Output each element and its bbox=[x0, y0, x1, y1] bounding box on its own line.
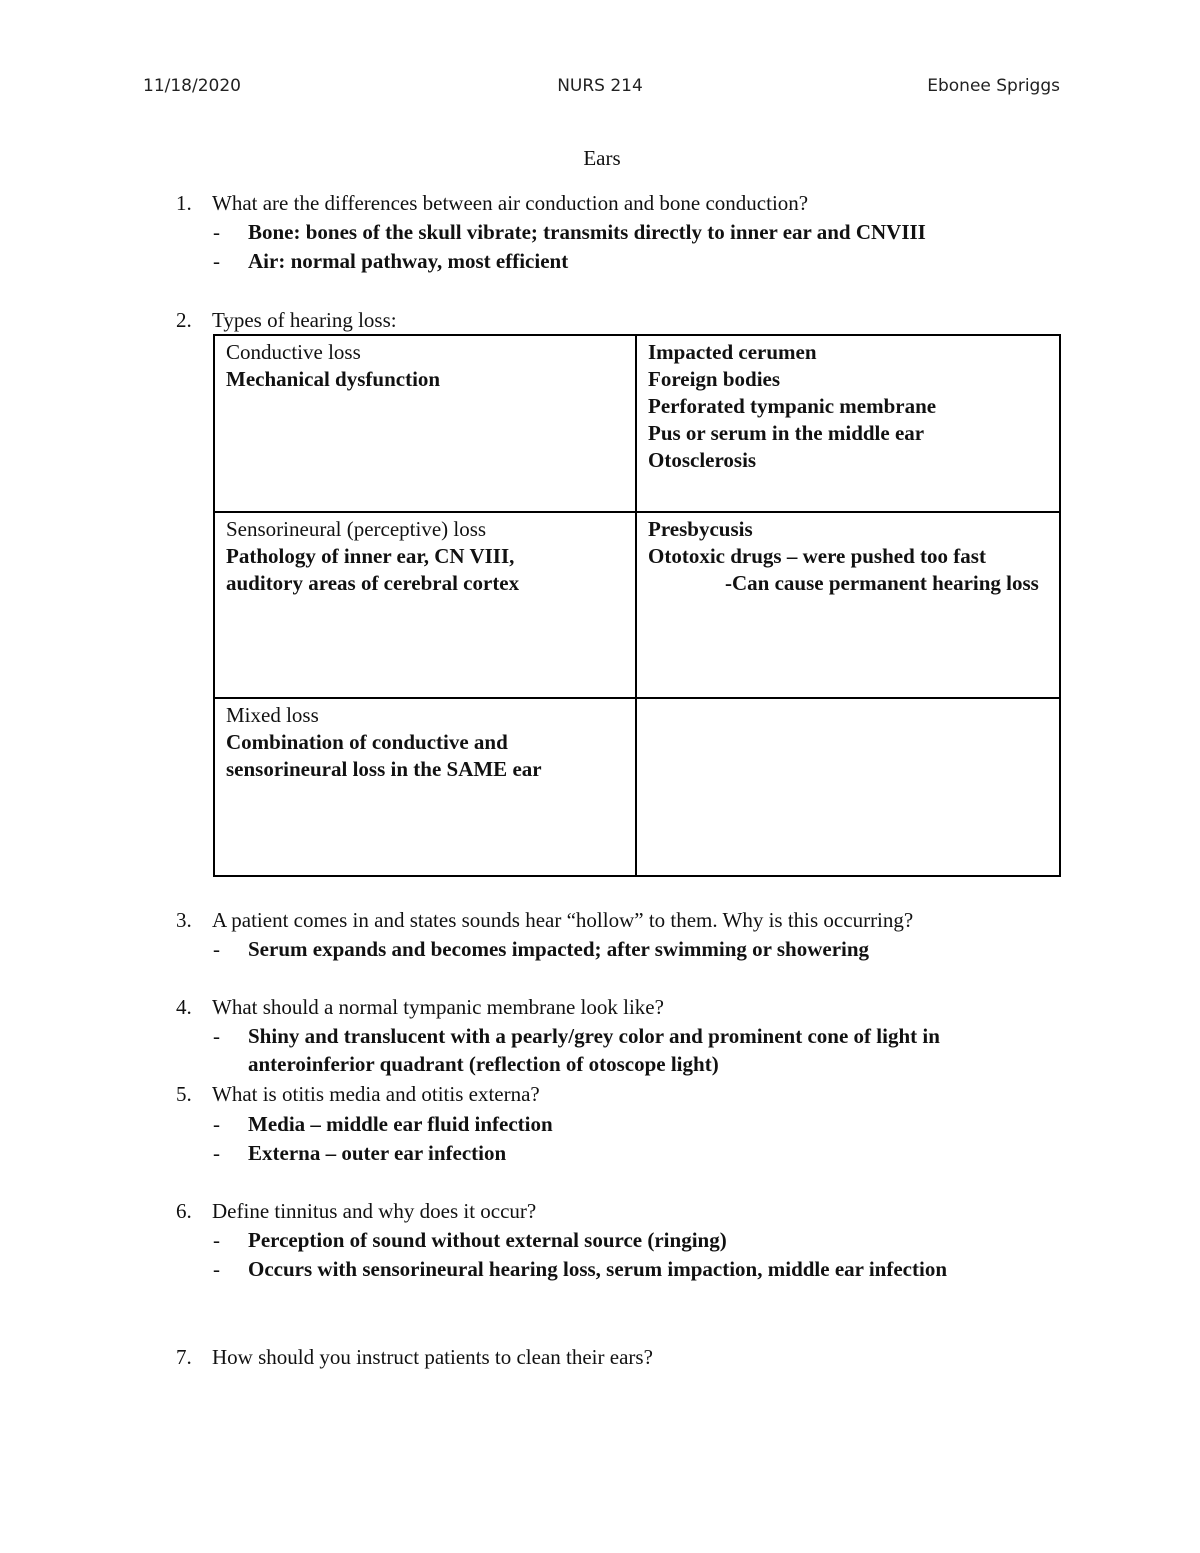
answer-text: Serum expands and becomes impacted; after swimming or showering bbox=[248, 937, 870, 961]
table-cell bbox=[636, 335, 1060, 512]
loss-type: Sensorineural (perceptive) loss bbox=[226, 517, 487, 541]
question-number: 7. bbox=[176, 1345, 192, 1369]
answer-text: anteroinferior quadrant (reflection of otoscope light) bbox=[248, 1052, 719, 1076]
bullet-dash: - bbox=[213, 249, 220, 273]
answer-text: Externa – outer ear infection bbox=[248, 1141, 507, 1165]
table-cell bbox=[636, 512, 1060, 698]
loss-definition: Combination of conductive and bbox=[226, 730, 508, 754]
answer-text: Occurs with sensorineural hearing loss, serum impaction, middle ear infection bbox=[248, 1257, 947, 1281]
header-course: NURS 214 bbox=[557, 76, 643, 96]
answer-text: Air: normal pathway, most efficient bbox=[248, 249, 569, 273]
cause-item: Presbycusis bbox=[648, 517, 753, 541]
cause-note: -Can cause permanent hearing loss bbox=[725, 571, 1039, 595]
question-number: 5. bbox=[176, 1082, 192, 1106]
cause-item: Otosclerosis bbox=[648, 448, 757, 472]
bullet-dash: - bbox=[213, 1112, 220, 1136]
question-text: How should you instruct patients to clean their ears? bbox=[212, 1345, 653, 1369]
question-2 bbox=[176, 306, 397, 334]
bullet-dash: - bbox=[213, 1228, 220, 1252]
table-cell bbox=[214, 698, 636, 876]
table-row bbox=[214, 335, 1060, 512]
loss-type: Mixed loss bbox=[226, 703, 319, 727]
answer-6a bbox=[213, 1226, 727, 1254]
question-number: 1. bbox=[176, 191, 192, 215]
cause-item: Perforated tympanic membrane bbox=[648, 394, 937, 418]
bullet-dash: - bbox=[213, 1141, 220, 1165]
cause-item: Impacted cerumen bbox=[648, 340, 817, 364]
question-6 bbox=[176, 1197, 536, 1225]
answer-text: Shiny and translucent with a pearly/grey color and prominent cone of light in bbox=[248, 1024, 940, 1048]
question-text: What is otitis media and otitis externa? bbox=[212, 1082, 540, 1106]
question-number: 2. bbox=[176, 308, 192, 332]
question-3 bbox=[176, 906, 913, 934]
header-author: Ebonee Spriggs bbox=[927, 76, 1060, 96]
bullet-dash: - bbox=[213, 220, 220, 244]
table-cell-empty bbox=[636, 698, 1060, 876]
table-cell bbox=[214, 335, 636, 512]
question-number: 4. bbox=[176, 995, 192, 1019]
question-number: 6. bbox=[176, 1199, 192, 1223]
bullet-dash: - bbox=[213, 1024, 220, 1048]
hearing-loss-table bbox=[213, 334, 1061, 877]
question-text: What should a normal tympanic membrane look like? bbox=[212, 995, 664, 1019]
loss-definition: sensorineural loss in the SAME ear bbox=[226, 757, 542, 781]
bullet-dash: - bbox=[213, 1257, 220, 1281]
question-text: Define tinnitus and why does it occur? bbox=[212, 1199, 537, 1223]
question-number: 3. bbox=[176, 908, 192, 932]
question-4 bbox=[176, 993, 664, 1021]
answer-text: Perception of sound without external source (ringing) bbox=[248, 1228, 727, 1252]
answer-1b bbox=[213, 247, 568, 275]
answer-6b bbox=[213, 1255, 947, 1283]
question-text: A patient comes in and states sounds hear “hollow” to them. Why is this occurring? bbox=[212, 908, 914, 932]
answer-text: Media – middle ear fluid infection bbox=[248, 1112, 553, 1136]
question-text: What are the differences between air conduction and bone conduction? bbox=[212, 191, 809, 215]
loss-definition: Pathology of inner ear, CN VIII, bbox=[226, 544, 515, 568]
answer-4a bbox=[213, 1022, 940, 1078]
page-title: Ears bbox=[583, 146, 621, 170]
answer-5b bbox=[213, 1139, 506, 1167]
header-date: 11/18/2020 bbox=[143, 76, 241, 96]
table-row bbox=[214, 698, 1060, 876]
loss-definition: Mechanical dysfunction bbox=[226, 367, 441, 391]
loss-type: Conductive loss bbox=[226, 340, 361, 364]
table-cell bbox=[214, 512, 636, 698]
question-text: Types of hearing loss: bbox=[212, 308, 397, 332]
loss-definition: auditory areas of cerebral cortex bbox=[226, 571, 520, 595]
cause-item: Pus or serum in the middle ear bbox=[648, 421, 925, 445]
answer-text: Bone: bones of the skull vibrate; transmits directly to inner ear and CNVIII bbox=[248, 220, 926, 244]
table-row bbox=[214, 512, 1060, 698]
answer-5a bbox=[213, 1110, 553, 1138]
answer-1a bbox=[213, 218, 926, 246]
question-1 bbox=[176, 189, 808, 217]
bullet-dash: - bbox=[213, 937, 220, 961]
question-5 bbox=[176, 1080, 540, 1108]
cause-item: Ototoxic drugs – were pushed too fast bbox=[648, 544, 986, 568]
answer-3a bbox=[213, 935, 869, 963]
cause-item: Foreign bodies bbox=[648, 367, 781, 391]
question-7 bbox=[176, 1343, 653, 1371]
